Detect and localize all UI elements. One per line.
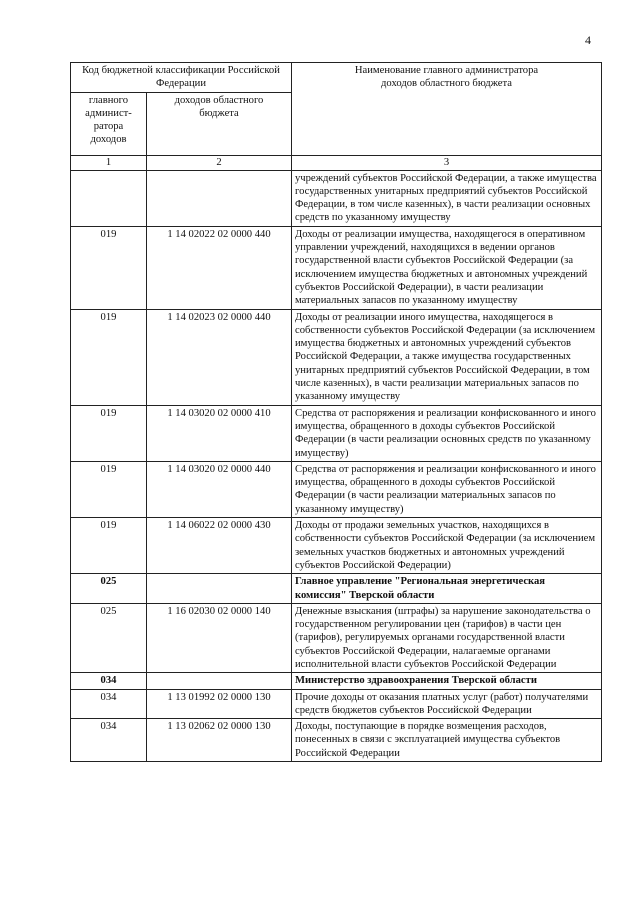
administrator-heading-row (71, 673, 602, 689)
admin-code-cell: 019 (71, 309, 147, 405)
admin-code-cell: 025 (71, 603, 147, 672)
table-row (71, 603, 602, 672)
table-body (71, 170, 602, 761)
revenue-code-cell (147, 170, 292, 226)
table-row (71, 405, 602, 461)
table-row (71, 461, 602, 517)
revenue-code-cell: 1 14 06022 02 0000 430 (147, 518, 292, 574)
header-name-text: Наименование главного администратора доходов областного бюджета (354, 65, 539, 90)
revenue-code-cell: 1 14 02023 02 0000 440 (147, 309, 292, 405)
header-admin-text: главного админист-ратора доходов (85, 94, 132, 146)
table-row (71, 170, 602, 226)
admin-code-cell: 034 (71, 673, 147, 689)
administrator-heading-row (71, 574, 602, 604)
column-number-1: 1 (71, 155, 147, 170)
table-row (71, 689, 602, 719)
table-row (71, 309, 602, 405)
admin-code-cell: 034 (71, 689, 147, 719)
header-admin-column (71, 92, 147, 155)
revenue-code-cell: 1 14 03020 02 0000 410 (147, 405, 292, 461)
admin-code-cell: 019 (71, 405, 147, 461)
name-cell: Доходы от реализации иного имущества, находящегося в собственности субъектов Российской Федерации (за исключением имущества бюджетных и автономных учреждений субъектов Российской Федерации, а также имущества государственных унитарных предприятий субъектов Российской Федерации, в том числе казенных), в части реализации материальных запасов по указанному имуществу (292, 309, 602, 405)
revenue-code-cell: 1 16 02030 02 0000 140 (147, 603, 292, 672)
name-cell: Прочие доходы от оказания платных услуг (работ) получателями средств бюджетов субъектов Российской Федерации (292, 689, 602, 719)
admin-code-cell: 019 (71, 461, 147, 517)
revenue-code-cell: 1 13 02062 02 0000 130 (147, 719, 292, 762)
table-row (71, 719, 602, 762)
name-cell: учреждений субъектов Российской Федерации, а также имущества государственных унитарных предприятий субъектов Российской Федерации, в том числе казенных), в части реализации основных средств по указанному имуществу (292, 170, 602, 226)
name-cell: Денежные взыскания (штрафы) за нарушение законодательства о государственном регулировании цен (тарифов) в части цен (тарифов), регулируемых органами государственной власти субъектов Российской Федерации, налагаемые органами исполнительной власти субъектов Российской Федерации (292, 603, 602, 672)
name-cell: Средства от распоряжения и реализации конфискованного и иного имущества, обращенного в доходы субъектов Российской Федерации (в части реализации материальных запасов по указанному имуществу) (292, 461, 602, 517)
table-row (71, 518, 602, 574)
header-revenue-text: доходов областного бюджета (174, 94, 264, 119)
name-cell: Доходы от реализации имущества, находящегося в оперативном управлении учреждений, находящихся в ведении органов государственной власти субъектов Российской Федерации (за исключением имущества бюджетных и автономных учреждений субъектов Российской Федерации), в части реализации материальных запасов по указанному имуществу (292, 226, 602, 309)
admin-code-cell: 025 (71, 574, 147, 604)
revenue-code-cell: 1 14 02022 02 0000 440 (147, 226, 292, 309)
admin-code-cell: 034 (71, 719, 147, 762)
name-cell: Доходы от продажи земельных участков, находящихся в собственности субъектов Российской Федерации (за исключением земельных участков бюджетных и автономных учреждений субъектов Российской Федерации) (292, 518, 602, 574)
name-cell: Главное управление "Региональная энергетическая комиссия" Тверской области (292, 574, 602, 604)
revenue-code-cell: 1 14 03020 02 0000 440 (147, 461, 292, 517)
page-number: 4 (585, 33, 591, 47)
admin-code-cell (71, 170, 147, 226)
column-number-2: 2 (147, 155, 292, 170)
name-cell: Средства от распоряжения и реализации конфискованного и иного имущества, обращенного в доходы субъектов Российской Федерации (в части реализации основных средств по указанному имуществу) (292, 405, 602, 461)
admin-code-cell: 019 (71, 518, 147, 574)
header-classification-code (71, 63, 292, 93)
header-classification-code-text: Код бюджетной классификации Российской Федерации (82, 65, 280, 90)
revenue-code-cell (147, 574, 292, 604)
header-revenue-column (147, 92, 292, 155)
budget-classification-table (70, 62, 602, 762)
column-number-3: 3 (292, 155, 602, 170)
admin-code-cell: 019 (71, 226, 147, 309)
revenue-code-cell (147, 673, 292, 689)
revenue-code-cell: 1 13 01992 02 0000 130 (147, 689, 292, 719)
name-cell: Доходы, поступающие в порядке возмещения расходов, понесенных в связи с эксплуатацией имущества субъектов Российской Федерации (292, 719, 602, 762)
table-row (71, 226, 602, 309)
name-cell: Министерство здравоохранения Тверской области (292, 673, 602, 689)
header-name-column (292, 63, 602, 156)
